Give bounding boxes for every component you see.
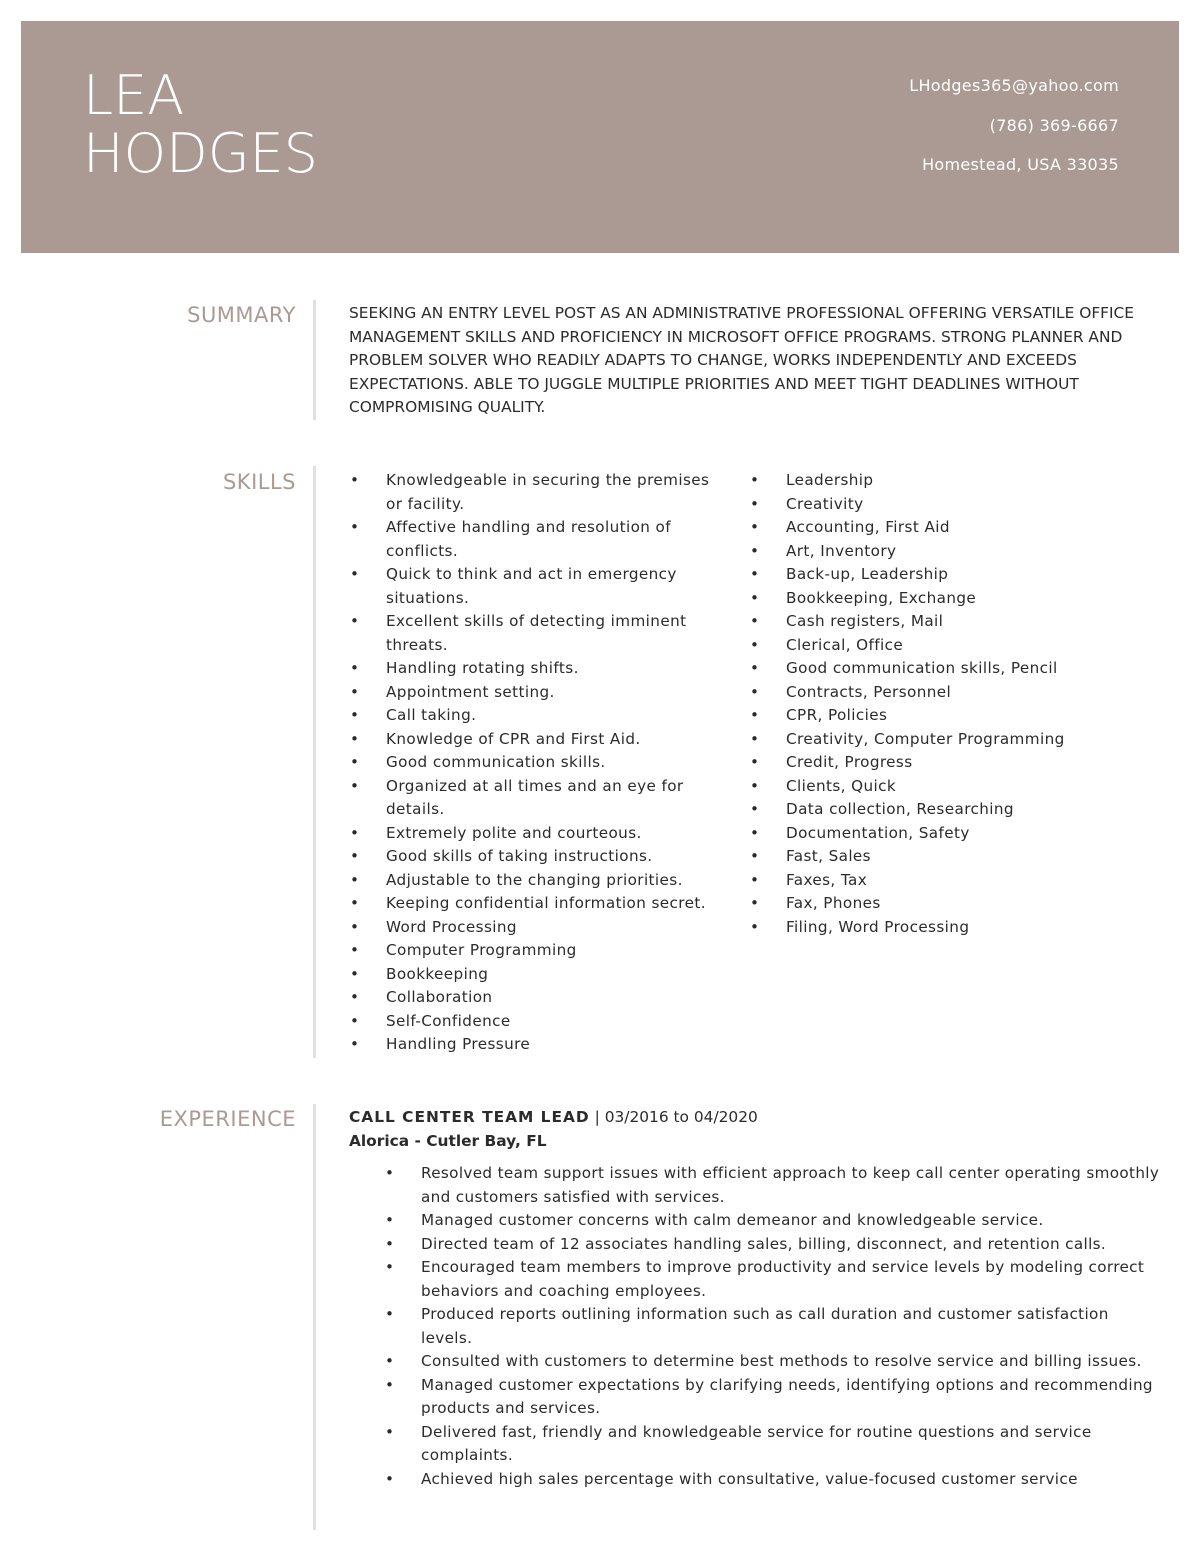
job-heading	[349, 1106, 758, 1130]
duty-item: • Resolved team support issues with efficient approach to keep call center operating smoothly and customers satisfied with services.	[385, 1162, 1160, 1209]
skill-item: • Organized at all times and an eye for details.	[350, 775, 730, 822]
skill-item: • Filing, Word Processing	[750, 916, 1130, 940]
duty-item: • Produced reports outlining information such as call duration and customer satisfaction levels.	[385, 1303, 1160, 1350]
duty-item: • Delivered fast, friendly and knowledgeable service for routine questions and service complaints.	[385, 1421, 1160, 1468]
job-company: Alorica - Cutler Bay, FL	[349, 1132, 547, 1150]
skill-item: • Back-up, Leadership	[750, 563, 1130, 587]
skills-heading: SKILLS	[222, 470, 296, 494]
skills-list-left	[350, 469, 730, 1057]
skill-item: • Cash registers, Mail	[750, 610, 1130, 634]
location: Homestead, USA 33035	[922, 155, 1119, 174]
duty-item: • Encouraged team members to improve productivity and service levels by modeling correct behaviors and coaching employees.	[385, 1256, 1160, 1303]
skill-item: • Documentation, Safety	[750, 822, 1130, 846]
skill-item: • Self-Confidence	[350, 1010, 730, 1034]
skill-item: • Excellent skills of detecting imminent threats.	[350, 610, 730, 657]
skill-item: • Good communication skills, Pencil	[750, 657, 1130, 681]
skill-item: • Data collection, Researching	[750, 798, 1130, 822]
skill-item: • Good communication skills.	[350, 751, 730, 775]
candidate-name	[83, 64, 318, 185]
duty-item: • Consulted with customers to determine best methods to resolve service and billing issues.	[385, 1350, 1160, 1374]
skill-item: • Contracts, Personnel	[750, 681, 1130, 705]
contact-info	[909, 76, 1119, 195]
skill-item: • Appointment setting.	[350, 681, 730, 705]
skill-item: • Good skills of taking instructions.	[350, 845, 730, 869]
skill-item: • Knowledgeable in securing the premises or facility.	[350, 469, 730, 516]
skill-item: • Creativity, Computer Programming	[750, 728, 1130, 752]
experience-divider	[313, 1104, 316, 1530]
resume-header	[21, 21, 1179, 253]
duty-item: • Directed team of 12 associates handling sales, billing, disconnect, and retention calls.	[385, 1233, 1160, 1257]
email: LHodges365@yahoo.com	[909, 76, 1119, 95]
skill-item: • Collaboration	[350, 986, 730, 1010]
experience-heading: EXPERIENCE	[159, 1107, 296, 1131]
skill-item: • Knowledge of CPR and First Aid.	[350, 728, 730, 752]
skills-list-right	[750, 469, 1130, 939]
skill-item: • Accounting, First Aid	[750, 516, 1130, 540]
duty-item: • Managed customer expectations by clarifying needs, identifying options and recommending products and services.	[385, 1374, 1160, 1421]
summary-text: SEEKING AN ENTRY LEVEL POST AS AN ADMINISTRATIVE PROFESSIONAL OFFERING VERSATILE OFFICE MANAGEMENT SKILLS AND PROFICIENCY IN MICROSOFT OFFICE PROGRAMS. STRONG PLANNER AND PROBLEM SOLVER WHO READILY ADAPTS TO CHANGE, WORKS INDEPENDENTLY AND EXCEEDS EXPECTATIONS. ABLE TO JUGGLE MULTIPLE PRIORITIES AND MEET TIGHT DEADLINES WITHOUT COMPROMISING QUALITY.	[349, 304, 1135, 416]
skill-item: • Creativity	[750, 493, 1130, 517]
last-name: HODGES	[83, 122, 318, 185]
skill-item: • Handling Pressure	[350, 1033, 730, 1057]
skill-item: • Word Processing	[350, 916, 730, 940]
skill-item: • Fast, Sales	[750, 845, 1130, 869]
skill-item: • CPR, Policies	[750, 704, 1130, 728]
skill-item: • Call taking.	[350, 704, 730, 728]
skill-item: • Computer Programming	[350, 939, 730, 963]
skill-item: • Clients, Quick	[750, 775, 1130, 799]
skill-item: • Credit, Progress	[750, 751, 1130, 775]
skill-item: • Art, Inventory	[750, 540, 1130, 564]
skill-item: • Quick to think and act in emergency situations.	[350, 563, 730, 610]
skill-item: • Handling rotating shifts.	[350, 657, 730, 681]
first-name: LEA	[83, 64, 185, 127]
summary-divider	[313, 300, 316, 420]
job-separator: |	[589, 1108, 605, 1126]
skill-item: • Fax, Phones	[750, 892, 1130, 916]
phone: (786) 369-6667	[989, 115, 1119, 135]
skill-item: • Leadership	[750, 469, 1130, 493]
skill-item: • Adjustable to the changing priorities.	[350, 869, 730, 893]
skill-item: • Faxes, Tax	[750, 869, 1130, 893]
job-title: CALL CENTER TEAM LEAD	[349, 1108, 590, 1126]
duty-item: • Managed customer concerns with calm demeanor and knowledgeable service.	[385, 1209, 1160, 1233]
skill-item: • Affective handling and resolution of conflicts.	[350, 516, 730, 563]
summary-heading: SUMMARY	[187, 303, 296, 327]
skill-item: • Extremely polite and courteous.	[350, 822, 730, 846]
skill-item: • Keeping confidential information secret.	[350, 892, 730, 916]
skill-item: • Clerical, Office	[750, 634, 1130, 658]
skill-item: • Bookkeeping	[350, 963, 730, 987]
skill-item: • Bookkeeping, Exchange	[750, 587, 1130, 611]
job-dates: 03/2016 to 04/2020	[604, 1108, 758, 1126]
skills-divider	[313, 466, 316, 1058]
job-duties-list	[385, 1162, 1160, 1491]
duty-item: • Achieved high sales percentage with consultative, value-focused customer service	[385, 1468, 1160, 1492]
